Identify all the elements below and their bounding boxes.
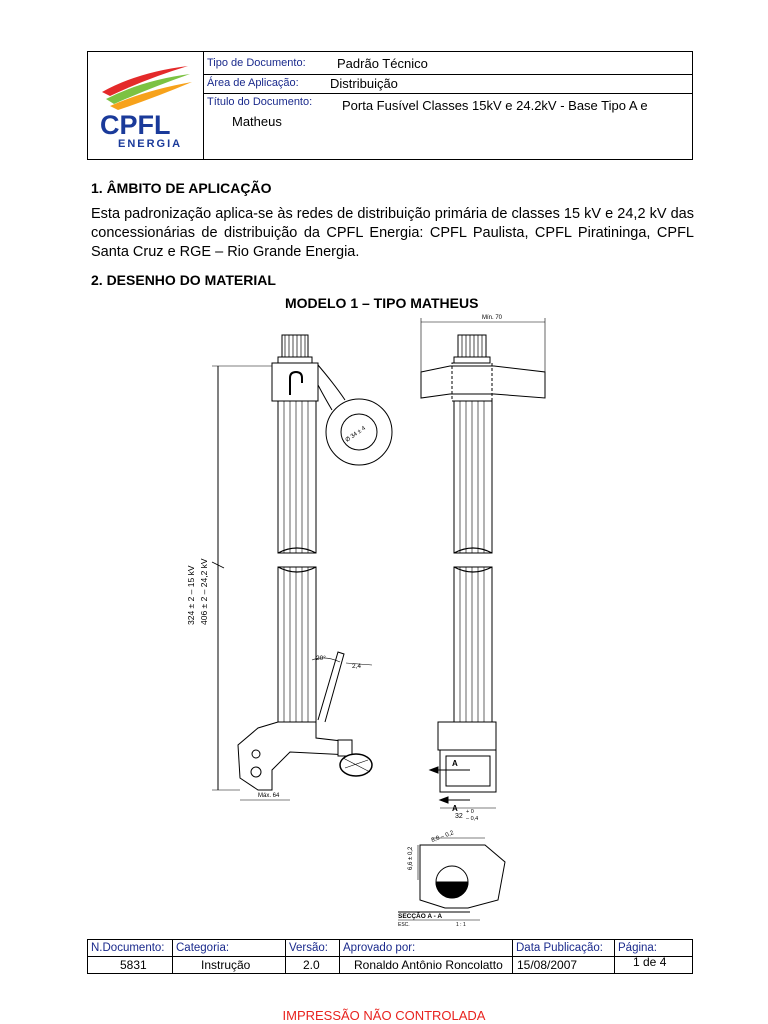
area-label: Área de Aplicação: (207, 77, 299, 89)
footer-pub-date (513, 940, 615, 973)
doc-no-value: 5831 (120, 958, 147, 972)
page-value: 1 de 4 (633, 955, 667, 969)
uncontrolled-print-stamp: IMPRESSÃO NÃO CONTROLADA (282, 1008, 486, 1023)
dim-width-tol-plus: + 0 (466, 809, 474, 815)
logo-cell (88, 52, 204, 159)
cpfl-logo (88, 52, 203, 159)
category-value: Instrução (201, 958, 251, 972)
area-row (204, 75, 692, 94)
version-value: 2.0 (303, 958, 320, 972)
page-label: Página: (618, 942, 658, 954)
approved-label: Aprovado por: (343, 942, 416, 954)
dim-length-2: 406 ± 2 – 24,2 kV (199, 558, 209, 625)
section1-heading: 1. ÂMBITO DE APLICAÇÃO (91, 180, 272, 196)
right-view (421, 318, 545, 808)
logo-subtext: ENERGIA (118, 138, 183, 150)
title-value-line2: Matheus (232, 114, 282, 129)
fuse-holder-drawing (0, 310, 768, 935)
approved-value: Ronaldo Antônio Roncolatto (354, 958, 503, 972)
doc-type-value: Padrão Técnico (337, 56, 428, 71)
dim-length-1: 324 ± 2 – 15 kV (186, 565, 196, 625)
section2-heading: 2. DESENHO DO MATERIAL (91, 272, 276, 288)
dim-width-tol-minus: – 0,4 (466, 816, 479, 822)
dim-min: Mín. 70 (482, 315, 503, 321)
section-marker-bottom: A (452, 804, 458, 813)
pub-date-label: Data Publicação: (516, 942, 603, 954)
dim-ring: Ø 34 ± 4 (344, 425, 367, 444)
logo-text: CPFL (100, 110, 171, 140)
doc-type-label: Tipo de Documento: (207, 57, 306, 69)
title-row (204, 94, 692, 158)
pub-date-value: 15/08/2007 (517, 958, 578, 972)
footer-approved (340, 940, 513, 973)
document-header (87, 51, 693, 160)
document-footer (87, 939, 693, 974)
dim-width: 32 (455, 813, 463, 820)
left-view (212, 335, 392, 800)
section-scale-label: ESC. (398, 922, 410, 928)
dim-thickness: 2,4 (352, 663, 362, 670)
dim-section-1: 6,6 ± 0,2 (408, 846, 414, 870)
model-title: MODELO 1 – TIPO MATHEUS (285, 295, 479, 311)
title-label: Título do Documento: (207, 96, 313, 108)
footer-version (286, 940, 340, 973)
section-scale-value: 1 : 1 (456, 922, 466, 928)
footer-category (173, 940, 286, 973)
section-title: SECÇÃO A - A (398, 913, 443, 920)
section-a-a (398, 838, 505, 920)
area-value: Distribuição (330, 76, 398, 91)
category-label: Categoria: (176, 942, 230, 954)
section1-text: Esta padronização aplica-se às redes de distribuição primária de classes 15 kV e 24,2 kV das concessionárias de distribuição da CPFL Energia: CPFL Paulista, CPFL Piratininga, CPFL Santa Cruz e RGE – Rio Grande Energia. (91, 206, 694, 260)
dim-angle: 20° (316, 655, 326, 662)
version-label: Versão: (289, 942, 328, 954)
dim-max: Máx. 64 (258, 793, 280, 799)
dim-section-2: 8,8 – 0,2 (430, 830, 455, 844)
doc-no-label: N.Documento: (91, 942, 165, 954)
footer-doc-no (88, 940, 173, 973)
footer-page (615, 940, 692, 973)
doc-type-row (204, 52, 692, 75)
section-marker-top: A (452, 759, 458, 768)
title-value-line1: Porta Fusível Classes 15kV e 24.2kV - Base Tipo A e (342, 98, 648, 113)
